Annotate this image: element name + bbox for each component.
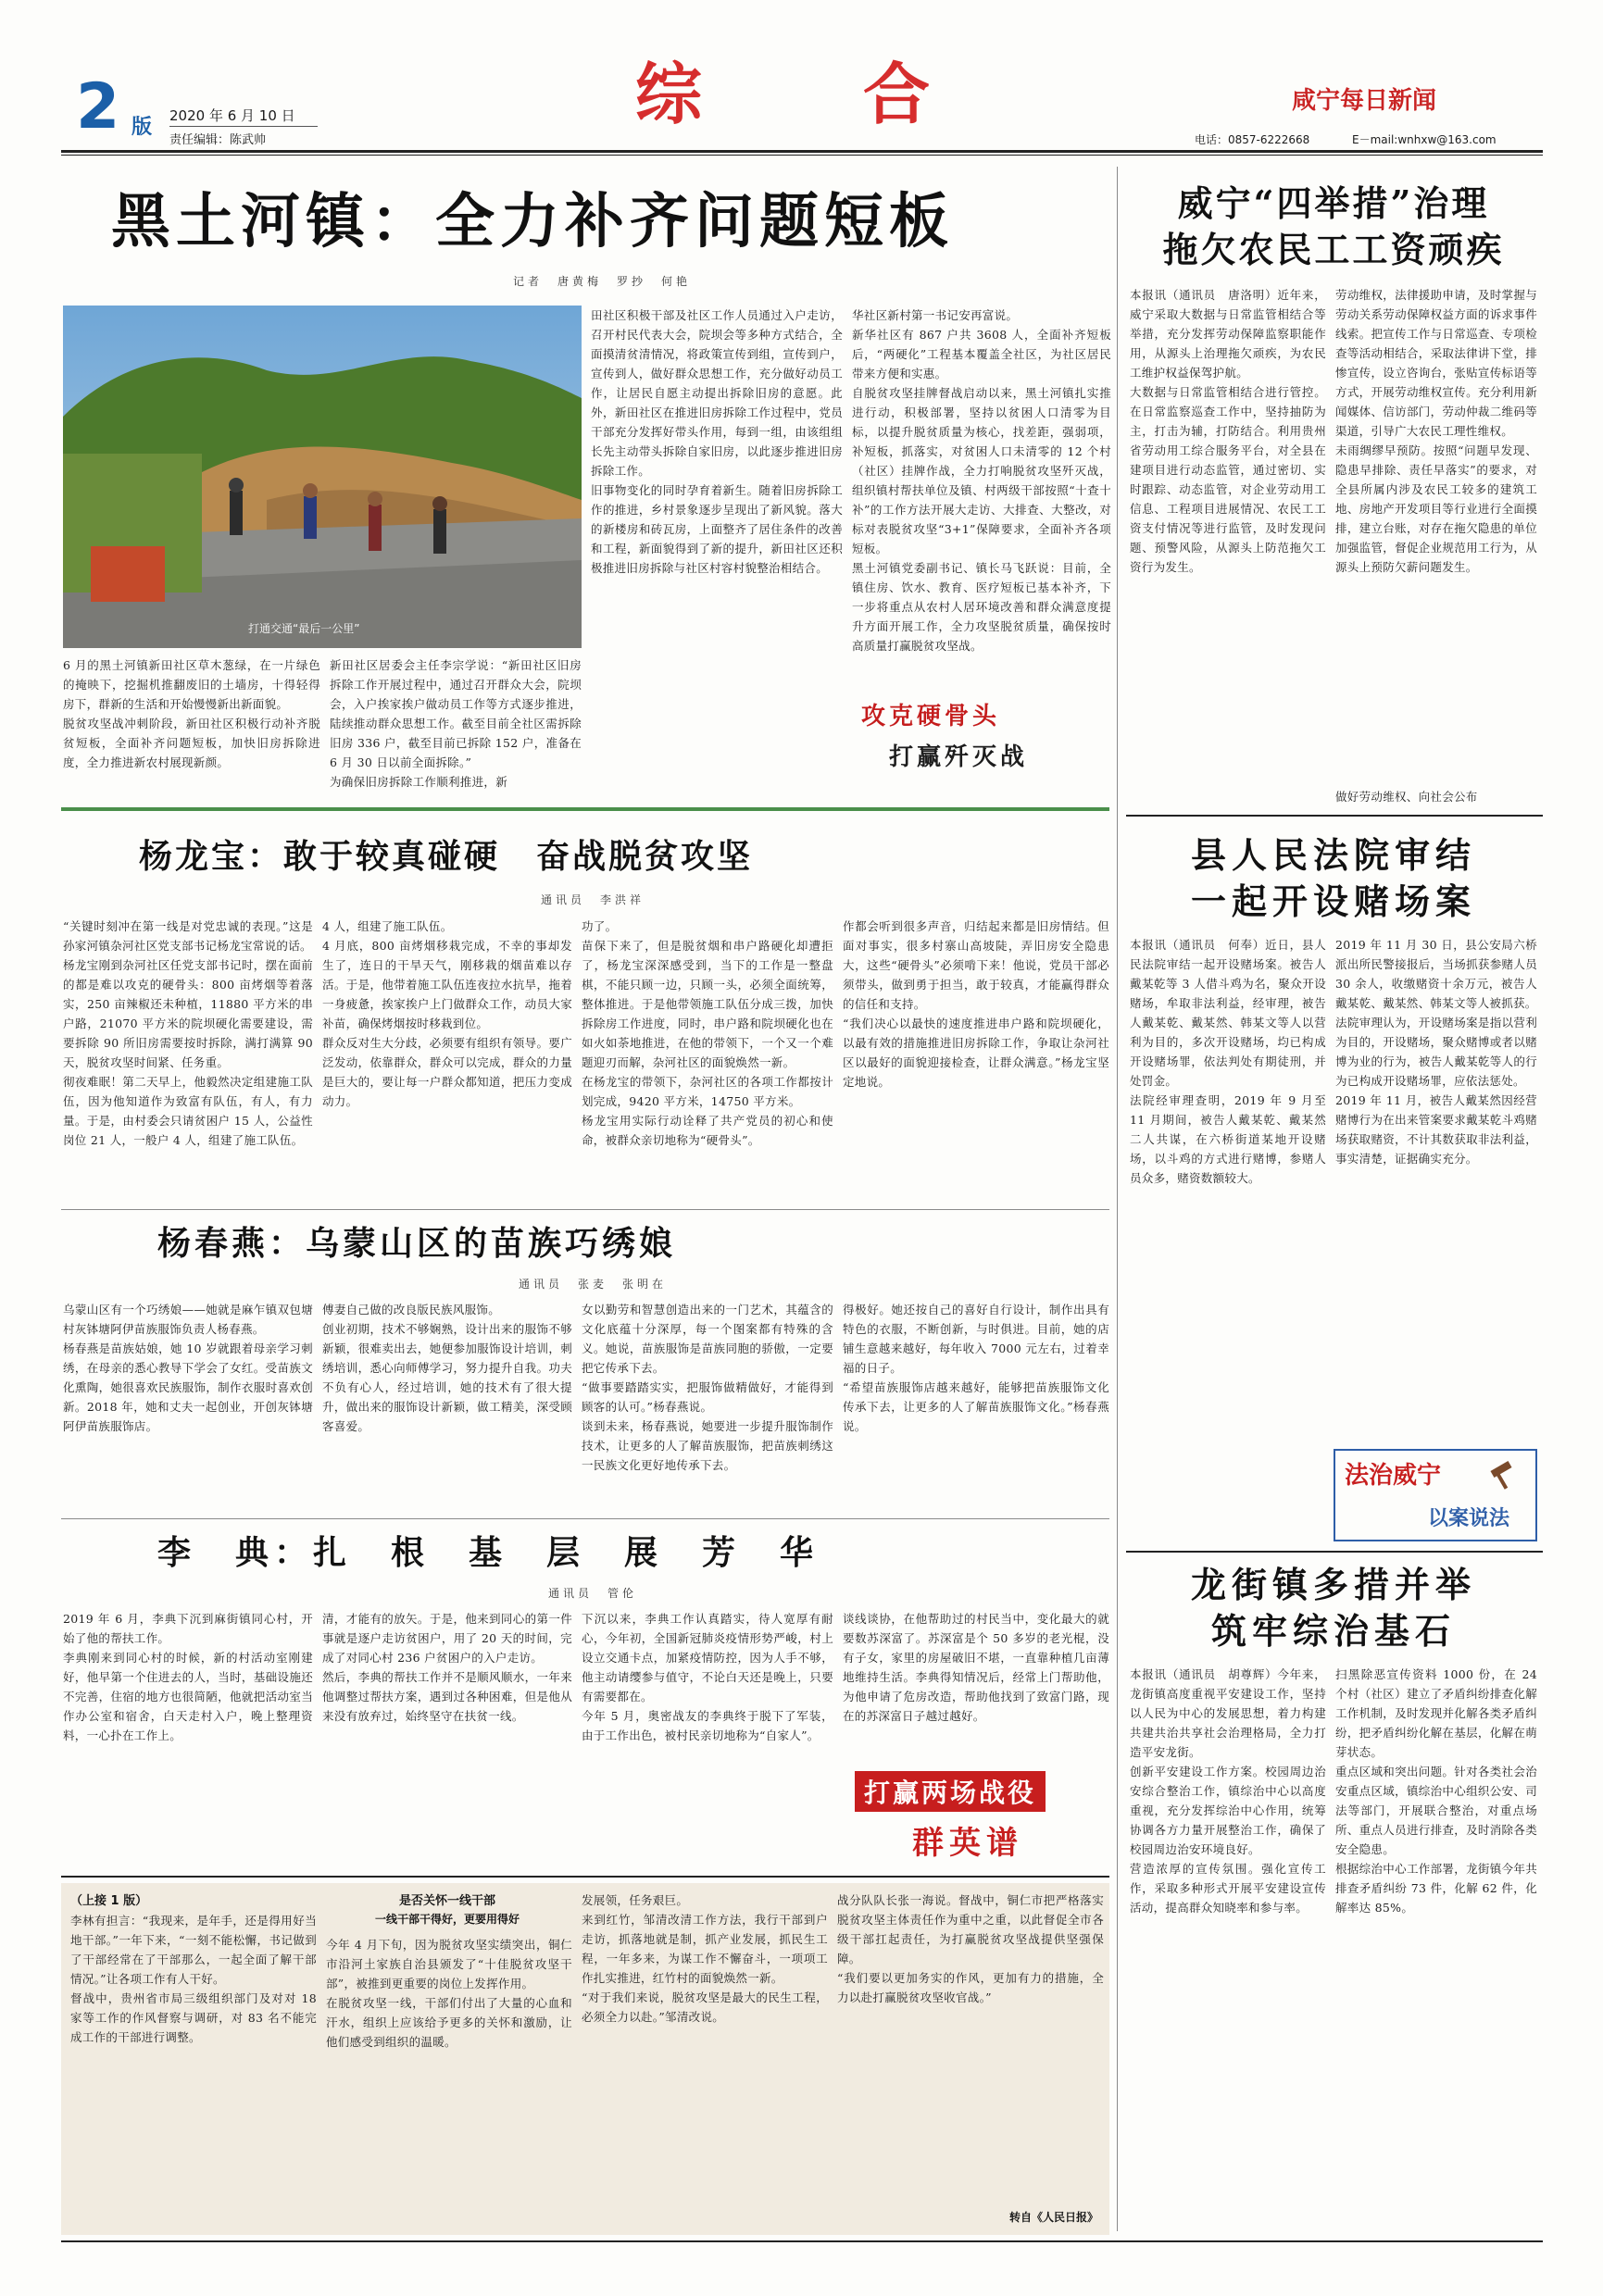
gavel-icon: [1484, 1456, 1521, 1493]
heitu-col1: 6 月的黑土河镇新田社区草木葱绿，在一片绿色的掩映下，挖掘机推翻废旧的土墙房，十得轻得房下，群新的生活和开始慢慢新出新面貌。 脱贫攻坚战冲刺阶段，新田社区积极行动补齐脱贫短板，全面补齐问题短板，加快旧房拆除进度，全力推进新农村展现新颜。: [63, 658, 320, 769]
lidian-title: 李 典：扎 根 基 层 展 芳 华: [157, 1533, 820, 1572]
page-bottom-rule: [61, 2240, 1543, 2242]
heitu-bottom-rule: [61, 807, 1109, 811]
court-bottom-rule: [1126, 1551, 1543, 1553]
yanglongbao-title: 杨龙宝：敢于较真碰硬 奋战脱贫攻坚: [139, 837, 754, 876]
editor-credit: 责任编辑：陈武帅: [169, 133, 267, 147]
fazhi-line1: 法治威宁: [1345, 1462, 1442, 1490]
issue-date: 2020 年 6 月 10 日: [169, 107, 295, 124]
page-number-suffix: 版: [131, 116, 153, 139]
court-title-line2: 一起开设赌场案: [1190, 880, 1476, 922]
page-number: 2: [76, 70, 120, 144]
liangchang-line1: 打赢两场战役: [855, 1771, 1046, 1812]
lidian-bottom-rule: [61, 1876, 1109, 1878]
yangchunyan-col1: 乌蒙山区有一个巧绣娘——她就是麻乍镇双包塘村灰钵塘阿伊苗族服饰负责人杨春燕。 杨春燕是苗族姑娘，她 10 岁就跟着母亲学习刺绣，在母亲的悉心教导下学会了女红。受苗族文化熏陶，她很喜欢民族服饰，制作衣服时喜欢创新。2018 年，她和丈夫一起创业，开创灰钵塘阿伊苗族服饰店。: [63, 1303, 313, 1433]
yangchunyan-bottom-rule: [61, 1518, 1109, 1519]
construction-photo: [63, 306, 582, 648]
masthead: [0, 0, 1603, 157]
masthead-rule: [61, 150, 1543, 153]
yanglongbao-bottom-rule: [61, 1209, 1109, 1210]
continuation-col3: 发展领，任务艰巨。 来到红竹，邹清改清工作方法，我行干部到户走访，抓落地就是制，抓产业发展，抓民生工程，一年多来，为谋工作不懈奋斗，一项项工作扎实推进，红竹村的面貌焕然一新。 “对于我们来说，脱贫攻坚是最大的民生工程，必须全力以赴。”邹清改说。: [582, 1893, 828, 2024]
fazhi-badge: [1334, 1449, 1537, 1541]
wage-col2: 劳动维权，法律援助申请，及时掌握与劳动关系劳动保障权益方面的诉求事件线索。把宣传工作与日常巡查、专项检查等活动相结合，采取法律讲下堂，排惨宣传，设立咨询台，张贴宣传标语等方式，开展劳动维权宣传。充分利用新闻媒体、信访部门，劳动仲裁二维码等渠道，引导广大农民工理性维权。 未雨绸缪早预防。按照“问题早发现、隐患早排除、责任早落实”的要求，对全县所属内涉及农民工较多的建筑工地、房地产开发项目等行业进行全面摸排，建立台账，对存在拖欠隐患的单位加强监管，督促企业规范用工行为，从源头上预防欠薪问题发生。: [1335, 288, 1537, 574]
paper-name: 咸宁每日新闻: [1292, 87, 1437, 115]
stamp-line1: 攻克硬骨头: [861, 703, 1001, 730]
heitu-col2: 新田社区居委会主任李宗学说：“新田社区旧房拆除工作开展过程中，通过召开群众大会，院坝会，入户挨家挨户做动员工作等方式逐步推进，陆续推动群众思想工作。截至目前全社区需拆除旧房 336 户，截至目前已拆除 152 户，准备在 6 月 30 日以前全面拆除。” 为确保旧房拆除工作顺利推进，新: [330, 658, 582, 789]
yangchunyan-col4: 得极好。她还按自己的喜好自行设计，制作出具有特色的衣服，不断创新，与时俱进。目前，她的店铺生意越来越好，每年收入 7000 元左右，过着幸福的日子。 “希望苗族服饰店越来越好，能够把苗族服饰文化传承下去，让更多的人了解苗族服饰文化。”杨春燕说。: [843, 1303, 1109, 1433]
heitu-title: 黑土河镇：全力补齐问题短板: [111, 187, 954, 256]
court-col2: 2019 年 11 月 30 日，县公安局六桥派出所民警接报后，当场抓获参赌人员 30 余人，收缴赌资十余万元，被告人戴某乾、戴某然、韩某文等人被抓获。 法院审理认为，开设赌场案是指以营利为目的，开设赌场，聚众赌博或者以赌博为业的行为，被告人戴某乾等人的行为已构成开设赌场罪，应依法惩处。 2019 年 11 月，被告人戴某然因经营赌博行为在出来管案要求戴某乾斗鸡赌场获取赌资，不计其数获取非法利益，事实清楚，证据确实充分。: [1335, 938, 1537, 1166]
heitu-byline: 记者 唐黄梅 罗抄 何艳: [512, 275, 691, 288]
continuation-col1: 李林有担言：“我现来，是年手，还是得用好当地干部。”一年下来，“一刻不能松懈，书记做到了干部经常在了干部那么，一起全面了解干部情况。”让各项工作有人干好。 督战中，贵州省市局三级组织部门及对对 18 家等工作的作风督察与调研，对 83 名不能完成工作的干部进行调整。: [70, 1914, 317, 2044]
wage-col1: 本报讯（通讯员 唐洛明）近年来，威宁采取大数据与日常监管相结合等举措，充分发挥劳动保障监察职能作用，从源头上治理拖欠顽疾，为农民工维护权益保驾护航。 大数据与日常监管相结合进行管控。在日常监察巡查工作中，坚持抽防为主，打击为辅，打防结合。利用贵州省劳动用工综合服务平台，对全县在建项目进行动态监管，通过密切、实时跟踪、动态监管，对企业劳动用工信息、工程项目进展情况、农民工工资支付情况等进行监管，及时发现问题、预警风险，从源头上防范拖欠工资行为发生。: [1130, 288, 1326, 574]
yanglongbao-byline: 通讯员 李洪祥: [540, 893, 645, 906]
longjie-col2: 扫黑除恶宣传资料 1000 份，在 24 个村（社区）建立了矛盾纠纷排查化解工作机制，及时发现并化解各类矛盾纠纷，把矛盾纠纷化解在基层，化解在萌芽状态。 重点区域和突出问题。针对各类社会治安重点区域，镇综治中心组织公安、司法等部门，开展联合整治，对重点场所、重点人员进行排查，及时消除各类安全隐患。 根据综治中心工作部署，龙街镇今年共排查矛盾纠纷 73 件，化解 62 件，化解率达 85%。: [1335, 1667, 1537, 1915]
yanglongbao-col3: 功了。 苗保下来了，但是脱贫烟和串户路硬化却遭拒了，杨龙宝深深感受到，当下的工作是一整盘棋，不能只顾一边，只顾一头，必须全面统筹，整体推进。于是他带领施工队伍分成三拨，加快拆除房工作进度，同时，串户路和院坝硬化也在如火如荼地推进，在他的带领下，一个又一个难题迎刃而解，杂河社区的面貌焕然一新。 在杨龙宝的带领下，杂河社区的各项工作都按计划完成，9420 平方米，14750 平方米。 杨龙宝用实际行动诠释了共产党员的初心和使命，被群众亲切地称为“硬骨头”。: [582, 919, 833, 1147]
yangchunyan-col2: 傅妻自己做的改良版民族风服饰。 创业初期，技术不够娴熟，设计出来的服饰不够新颖，很难卖出去，她便参加服饰设计培训，刺绣培训，悉心向师傅学习，努力提升自我。功夫不负有心人，经过培训，她的技术有了很大提升，做出来的服饰设计新颖，做工精美，深受顾客喜爱。: [322, 1303, 572, 1433]
section-title: 综 合: [634, 55, 939, 133]
longjie-col1: 本报讯（通讯员 胡尊辉）今年来，龙街镇高度重视平安建设工作，坚持以人民为中心的发展思想，着力构建共建共治共享社会治理格局，全力打造平安龙街。 创新平安建设工作方案。校园周边治安综合整治工作，镇综治中心以高度重视，充分发挥综治中心作用，统筹协调各方力量开展整治工作，确保了校园周边治安环境良好。 营造浓厚的宣传氛围。强化宣传工作，采取多种形式开展平安建设宣传活动，提高群众知晓率和参与率。: [1130, 1667, 1326, 1915]
heitu-col4: 华社区新村第一书记安再富说。 新华社区有 867 户共 3608 人，全面补齐短板后，“两硬化”工程基本覆盖全社区，为社区居民带来方便和实惠。 自脱贫攻坚挂牌督战启动以来，黑土河镇扎实推进行动，积极部署，坚持以贫困人口清零为目标，以提升脱贫质量为核心，找差距，强弱项，补短板，抓落实，对贫困人口未清零的 12 个村（社区）挂牌作战，全力打响脱贫攻坚歼灭战，组织镇村帮扶单位及镇、村两级干部按照“十查十补”的工作方法开展大走访、大排查、大整改，对标对表脱贫攻坚“3+1”保障要求，全面补齐各项短板。 黑土河镇党委副书记、镇长马飞跃说：目前，全镇住房、饮水、教育、医疗短板已基本补齐，下一步将重点从农村人居环境改善和群众满意度提升方面开展工作，全力攻坚脱贫质量，确保按时高质量打赢脱贫攻坚战。: [852, 308, 1111, 653]
stamp-line2: 打赢歼灭战: [889, 743, 1029, 771]
continuation-subhead1: 是否关怀一线干部: [398, 1894, 495, 1908]
masthead-rule-thin: [61, 155, 1543, 156]
continuation-col4: 战分队队长张一海说。督战中，铜仁市把严格落实脱贫攻坚主体责任作为重中之重，以此督促全市各级干部扛起责任，为打赢脱贫攻坚战提供坚强保障。 “我们要以更加务实的作风，更加有力的措施，全力以赴打赢脱贫攻坚收官战。”: [837, 1893, 1104, 2004]
yangchunyan-byline: 通讯员 张麦 张明在: [518, 1278, 667, 1291]
heitu-col3: 田社区积极干部及社区工作人员通过入户走访，召开村民代表大会，院坝会等多种方式结合，全面摸清贫清情况，将政策宣传到组，宣传到户，宣传到人，做好群众思想工作，充分做好动员工作，让居民自愿主动提出拆除旧房的意愿。此外，新田社区在推进旧房拆除工作过程中，党员干部充分发挥好带头作用，每到一组，由该组组长先主动带头拆除自家旧房，以此逐步推进旧房拆除工作。 旧事物变化的同时孕育着新生。随着旧房拆除工作的推进，乡村景象逐步呈现出了新风貌。落大的新楼房和砖瓦房，上面整齐了居住条件的改善和工程，新面貌得到了新的提升，新田社区还积极推进旧房拆除与社区村容村貌整治相结合。: [591, 308, 843, 575]
wage-col3: 做好劳动维权、向社会公布: [1335, 790, 1478, 804]
court-col1: 本报讯（通讯员 何奉）近日，县人民法院审结一起开设赌场案。被告人戴某乾等 3 人借斗鸡为名，聚众开设赌场，牟取非法利益，经审理，被告人戴某乾、戴某然、韩某文等人以营利为目的，多次开设赌场，均已构成开设赌场罪，依法判处有期徒刑，并处罚金。 法院经审理查明，2019 年 9 月至 11 月期间，被告人戴某乾、戴某然二人共谋，在六桥街道某地开设赌场，以斗鸡的方式进行赌博，参赌人员众多，赌资数额较大。: [1130, 938, 1326, 1185]
wage-title-line1: 威宁“四举措”治理: [1177, 182, 1490, 224]
longjie-title-line2: 筑牢综治基石: [1210, 1610, 1456, 1652]
contact-phone: 电话：0857-6222668: [1195, 133, 1310, 146]
continuation-source: 转自《人民日报》: [1009, 2211, 1099, 2224]
fazhi-line2: 以案说法: [1428, 1506, 1510, 1530]
yanglongbao-col4: 作都会听到很多声音，归结起来都是旧房情结。但面对事实，很多村寨山高坡陡，弄旧房安全隐患大，这些“硬骨头”必须啃下来！他说，党员干部必须带头，做到勇于担当，敢于较真，才能赢得群众的信任和支持。 “我们决心以最快的速度推进串户路和院坝硬化，以最有效的措施推进旧房拆除工作，争取让杂河社区以最好的面貌迎接检查，让群众满意。”杨龙宝坚定地说。: [843, 919, 1109, 1089]
heitu-photo: [63, 306, 582, 648]
yangchunyan-col3: 女以勤劳和智慧创造出来的一门艺术，其蕴含的文化底蕴十分深厚，每一个图案都有特殊的含义。她说，苗族服饰是苗族同胞的骄傲，一定要把它传承下去。 “做事要踏踏实实，把服饰做精做好，才能得到顾客的认可。”杨春燕说。 谈到未来，杨春燕说，她要进一步提升服饰制作技术，让更多的人了解苗族服饰，把苗族刺绣这一民族文化更好地传承下去。: [582, 1303, 833, 1472]
wage-title-line2: 拖欠农民工工资顽疾: [1162, 229, 1505, 270]
yanglongbao-col1: “关键时刻冲在第一线是对党忠诚的表现。”这是孙家河镇杂河社区党支部书记杨龙宝常说的话。 杨龙宝刚到杂河社区任党支部书记时，摆在面前的都是难以攻克的硬骨头：800 亩烤烟等着落实，250 亩辣椒还未种植，11880 平方米的串户路，21070 平方米的院坝硬化需要建设，需要拆除 90 所旧房需要按时拆除，满打满算 90 天，脱贫攻坚时间紧、任务重。 彻夜难眠！第二天早上，他毅然决定组建施工队伍，因为他知道作为致富有队伍，有人，有力量。于是，由村委会只请贫困户 15 人，公益性岗位 21 人，一般户 4 人，组建了施工队伍。: [63, 919, 313, 1147]
heitu-photo-caption: 打通交通“最后一公里”: [248, 622, 360, 635]
yangchunyan-title: 杨春燕：乌蒙山区的苗族巧绣娘: [157, 1224, 677, 1263]
lidian-col3: 下沉以来，李典工作认真踏实，待人宽厚有耐心，今年初，全国新冠肺炎疫情形势严峻，村上设立交通卡点，加紧疫情防控，因为人手不够，他主动请缨参与值守，不论白天还是晚上，只要有需要都在。 今年 5 月，奥密战友的李典终于脱下了军装，由于工作出色，被村民亲切地称为“自家人”。: [582, 1612, 833, 1742]
continuation-col2: 今年 4 月下旬，因为脱贫攻坚实绩突出，铜仁市沿河土家族自治县颁发了“十佳脱贫攻坚干部”，被推到更重要的岗位上发挥作用。 在脱贫攻坚一线，干部们付出了大量的心血和汗水，组织上应该给予更多的关怀和激励，让他们感受到组织的温暖。: [326, 1938, 572, 2049]
right-column-divider: [1117, 167, 1118, 2231]
contact-email: E－mail:wnhxw@163.com: [1352, 133, 1497, 146]
continuation-head: （上接 1 版）: [70, 1894, 148, 1908]
wage-bottom-rule: [1126, 815, 1543, 817]
heitu-stamp: [852, 690, 1093, 782]
court-title-line1: 县人民法院审结: [1190, 834, 1476, 876]
lidian-col2: 清，才能有的放矢。于是，他来到同心的第一件事就是逐户走访贫困户，用了 20 天的时间，完成了对同心村 236 户贫困户的入户走访。 然后，李典的帮扶工作并不是顺风顺水，一年来他调整过帮扶方案，遇到过各种困难，但是他从来没有放弃过，始终坚守在扶贫一线。: [322, 1612, 572, 1723]
yanglongbao-col2: 4 人，组建了施工队伍。 4 月底，800 亩烤烟移栽完成，不幸的事却发生了，连日的干旱天气，刚移栽的烟苗难以存活。于是，他带着施工队伍连夜拉水抗旱，拖着一身疲惫，挨家挨户上门做群众工作，动员大家补苗，确保烤烟按时移栽到位。 群众反对生大分歧，必须要有组织有领导。要广泛发动，依靠群众，群众可以完成，群众的力量是巨大的，要让每一户群众都知道，把压力变成动力。: [322, 919, 572, 1108]
continuation-subhead2: 一线干部干得好，更要用得好: [374, 1913, 520, 1926]
longjie-title-line1: 龙街镇多措并举: [1190, 1564, 1476, 1605]
liangchang-badge: [838, 1764, 1107, 1866]
lidian-byline: 通讯员 管伦: [547, 1587, 637, 1600]
lidian-col4: 谈线谈协，在他帮助过的村民当中，变化最大的就要数苏深富了。苏深富是个 50 多岁的老光棍，没有子女，家里的房屋破旧不堪，一直靠种植几亩薄地维持生活。李典得知情况后，经常上门帮助他，为他申请了危房改造，帮助他找到了致富门路，现在的苏深富日子越过越好。: [843, 1612, 1109, 1723]
lidian-col1: 2019 年 6 月，李典下沉到麻街镇同心村，开始了他的帮扶工作。 李典刚来到同心村的时候，新的村活动室刚建好，他早第一个住进去的人，当时，基础设施还不完善，住宿的地方也很简陋，他就把活动室当作办公室和宿舍，白天走村入户，晚上整理资料，一心扑在工作上。: [63, 1612, 313, 1742]
liangchang-line2: 群英谱: [912, 1825, 1023, 1862]
date-underline: [169, 126, 318, 127]
